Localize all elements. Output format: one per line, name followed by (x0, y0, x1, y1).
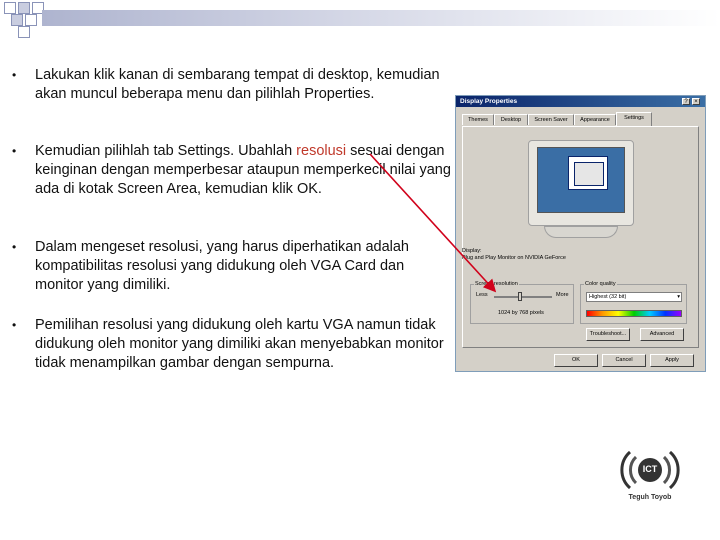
color-quality-label: Color quality (585, 281, 616, 287)
tab-desktop[interactable]: Desktop (494, 114, 528, 125)
resolution-value: 1024 by 768 pixels (498, 310, 544, 316)
screen-resolution-label: Screen resolution (475, 281, 518, 287)
highlighted-word: resolusi (296, 143, 347, 159)
bullet-text-part: Kemudian pilihlah tab Settings. Ubahlah (35, 143, 297, 159)
advanced-button[interactable]: Advanced (640, 328, 684, 341)
troubleshoot-button[interactable]: Troubleshoot... (586, 328, 630, 341)
display-label: Display: (462, 248, 482, 254)
dialog-title: Display Properties (460, 98, 518, 105)
display-value: Plug and Play Monitor on NVIDIA GeForce (462, 255, 566, 261)
arrow-line (370, 154, 494, 290)
bullet-marker: • (12, 68, 17, 82)
less-label: Less (476, 292, 488, 298)
color-quality-value: Highest (32 bit) (589, 294, 627, 300)
tab-themes[interactable]: Themes (462, 114, 494, 125)
bullet-text: Pemilihan resolusi yang didukung oleh kartu VGA namun tidak didukung oleh monitor yang dimiliki akan menyebabkan monitor tidak menampilkan gambar dengan sempurna. (35, 317, 444, 371)
bullet-text: Dalam mengeset resolusi, yang harus diperhatikan adalah kompatibilitas resolusi yang didukung oleh VGA Card dan monitor yang dimiliki. (35, 239, 409, 293)
more-label: More (556, 292, 569, 298)
bullet-text: Lakukan klik kanan di sembarang tempat di desktop, kemudian akan muncul beberapa menu dan pilihlah Properties. (35, 67, 440, 102)
close-button[interactable]: × (692, 98, 700, 105)
chevron-down-icon: ▾ (677, 294, 680, 300)
bullet-marker: • (12, 240, 17, 254)
bullet-marker: • (12, 144, 17, 158)
help-button[interactable]: ? (682, 98, 690, 105)
apply-button[interactable]: Apply (650, 354, 694, 367)
logo-caption: Teguh Toyob (628, 494, 672, 501)
logo-mark: ICT (642, 464, 658, 474)
bullet-text-part: sesuai dengan keinginan dengan memperbesar ataupun memperkecil nilai yang ada di kotak Screen Area, kemudian klik OK. (35, 143, 451, 197)
cancel-button[interactable]: Cancel (602, 354, 646, 367)
tab-appearance[interactable]: Appearance (574, 114, 616, 125)
ok-button[interactable]: OK (554, 354, 598, 367)
tab-screen-saver[interactable]: Screen Saver (528, 114, 574, 125)
bullet-marker: • (12, 318, 17, 332)
tab-settings[interactable]: Settings (616, 112, 652, 126)
